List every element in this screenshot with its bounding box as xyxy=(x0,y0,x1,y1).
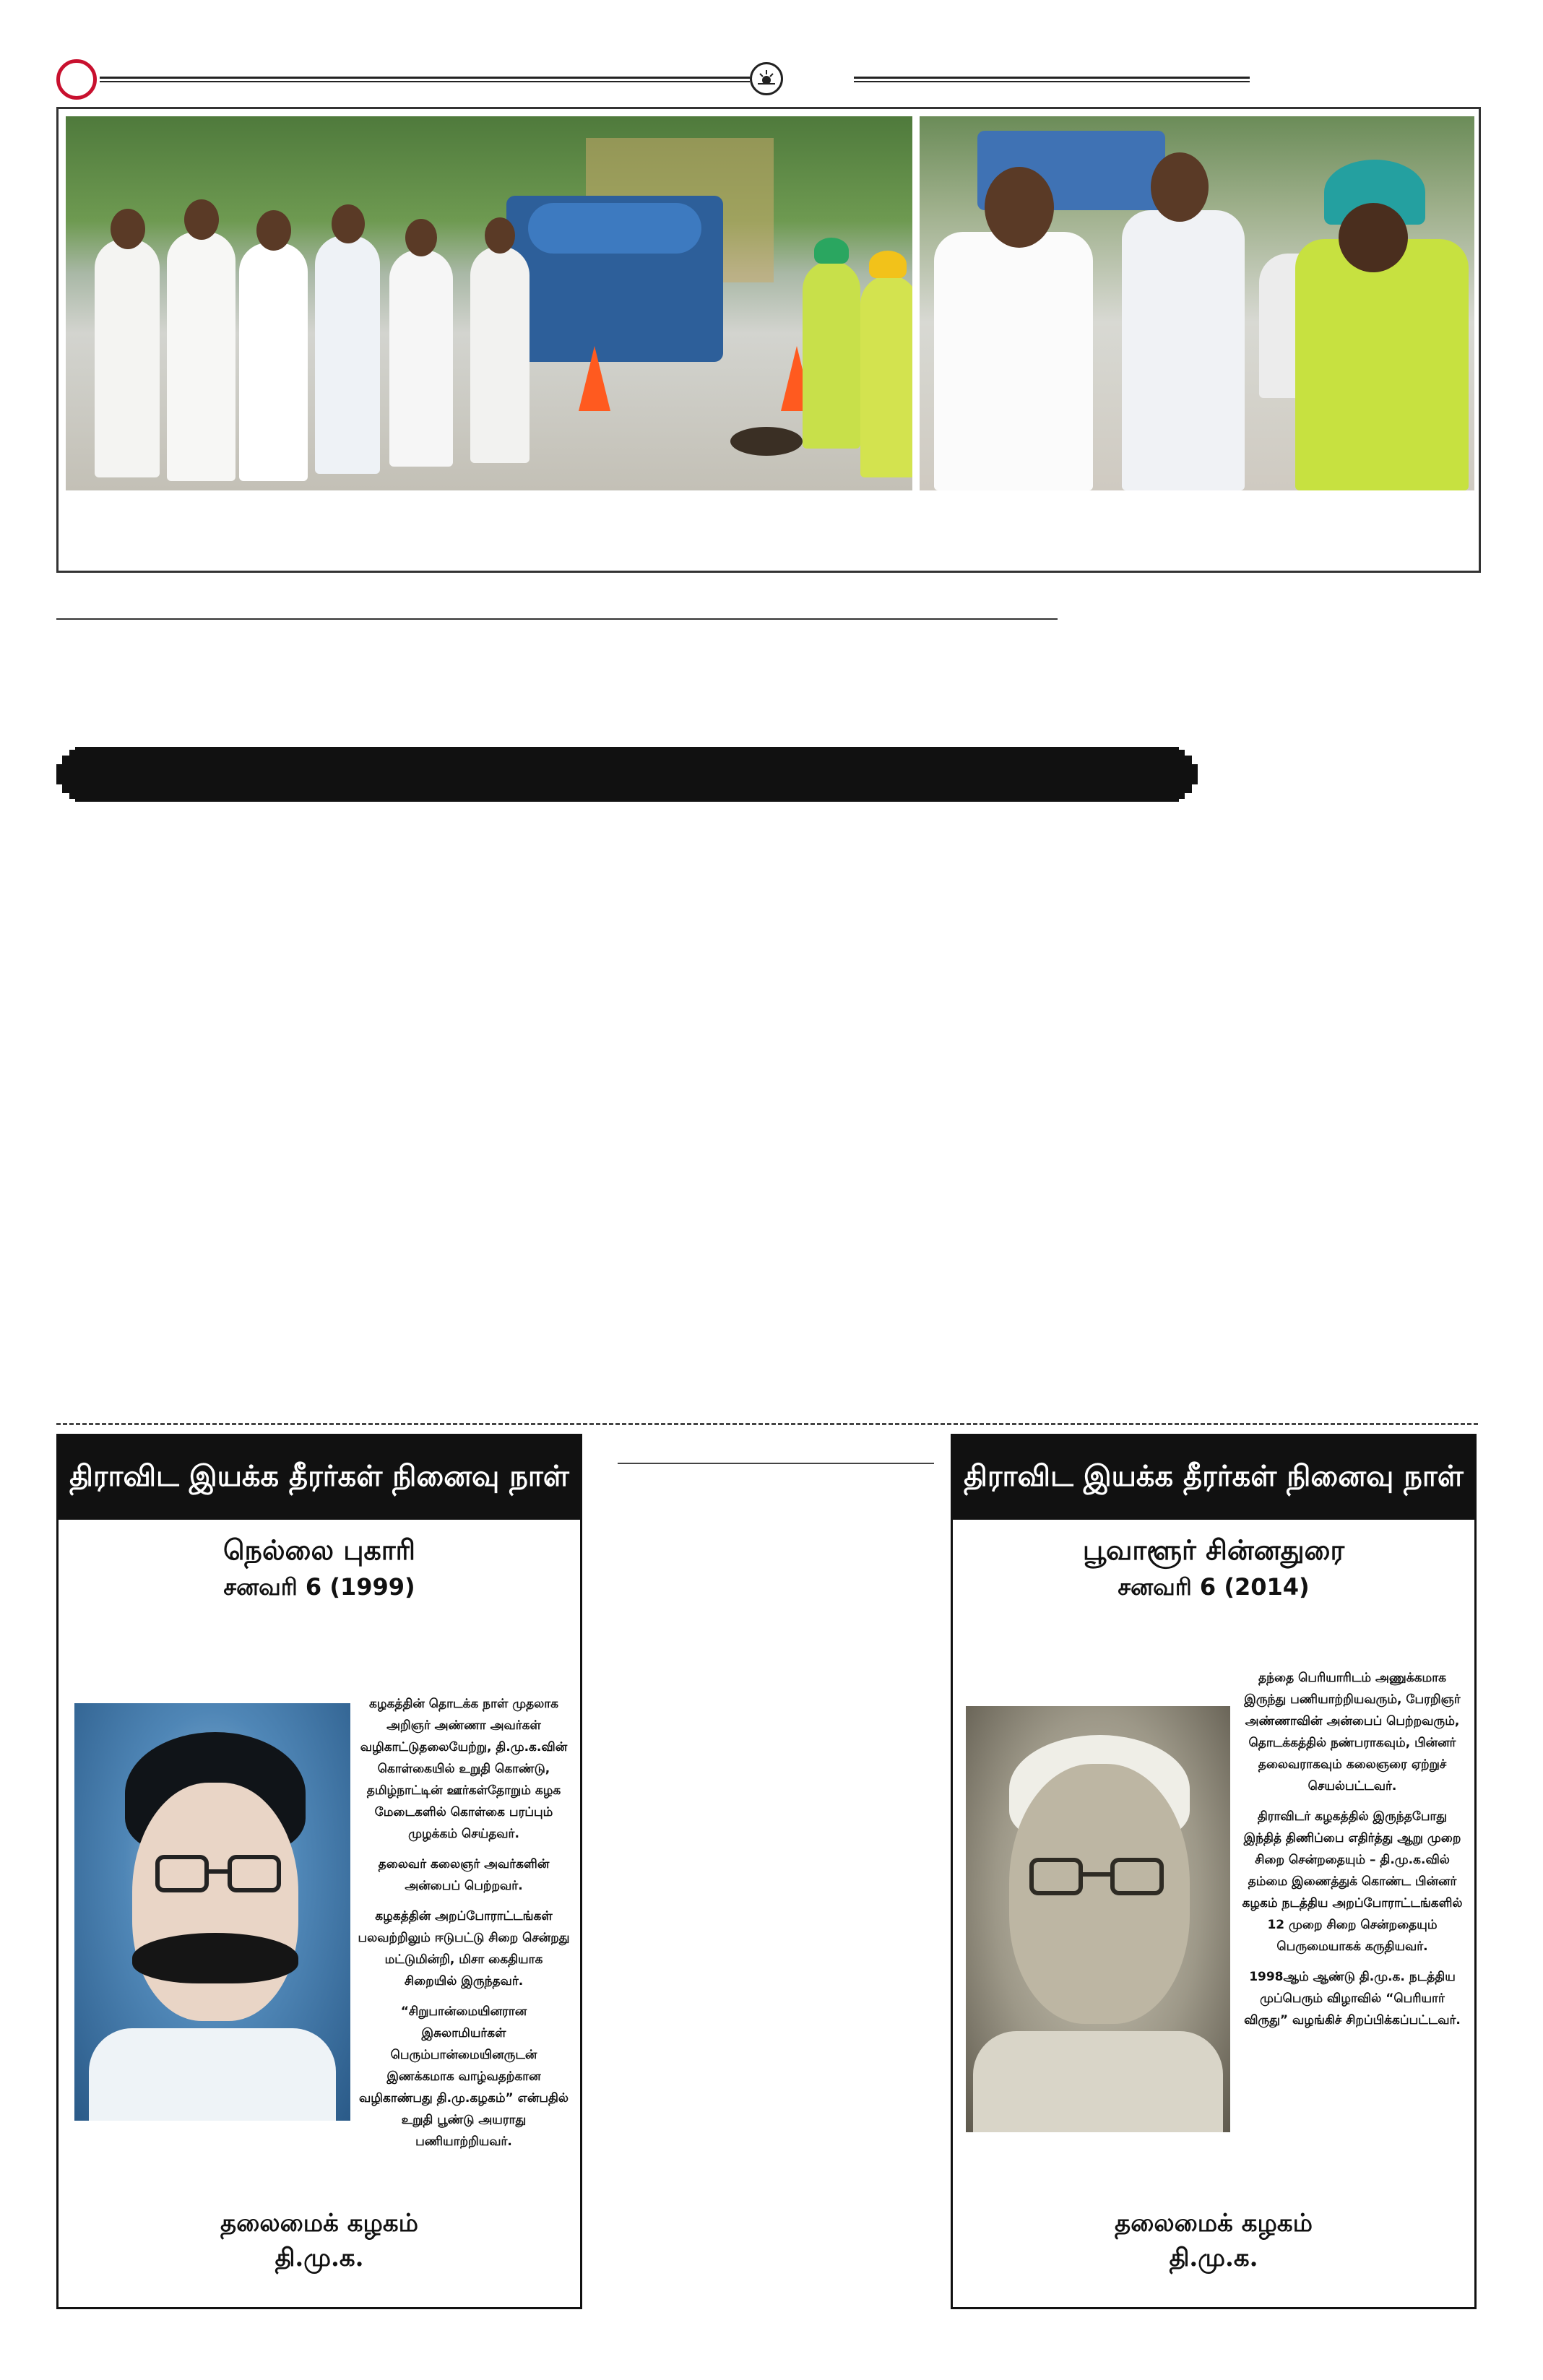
person-head xyxy=(485,217,515,254)
memorial-notice-left xyxy=(56,1434,582,2309)
banner-ornament xyxy=(56,764,62,784)
dashed-separator xyxy=(56,1423,1478,1425)
header-rule-right xyxy=(854,77,1250,82)
manhole xyxy=(730,427,803,456)
portrait-shirt xyxy=(89,2028,336,2121)
person-head xyxy=(184,199,219,240)
portrait-glasses xyxy=(1110,1858,1164,1895)
header-rule-left xyxy=(100,77,750,82)
memorial-bio-paragraph: கழகத்தின் அறப்போராட்டங்கள் பலவற்றிலும் ஈடுபட்டு சிறை சென்றது மட்டுமின்றி, மிசா கைதியாக சிறையில் இருந்தவர். xyxy=(358,1909,570,1989)
logo-icon xyxy=(56,59,97,100)
memorial-bio-paragraph: திராவிடர் கழகத்தில் இருந்தபோது இந்தித் திணிப்பை எதிர்த்து ஆறு முறை சிறை சென்றதையும் – தி.மு.க.வில் தம்மை இணைத்துக் கொண்ட பின்னர் கழகம் நடத்திய அறப்போராட்டங்களில் 12 முறை சிறை சென்றதையும் பெருமையாகக் கருதியவர். xyxy=(1242,1809,1463,1954)
banner-ornament xyxy=(1185,756,1192,793)
worker-vest xyxy=(860,275,912,477)
worker-vest xyxy=(1295,239,1469,490)
inspection-photo-right xyxy=(920,116,1474,490)
memorial-bio xyxy=(358,1693,570,2161)
memorial-name: நெல்லை புகாரி xyxy=(222,1534,416,1566)
traffic-cone xyxy=(579,346,610,411)
worker-head xyxy=(1339,203,1408,272)
person-head xyxy=(985,167,1054,248)
section-rule xyxy=(56,618,1058,620)
memorial-footer-org: தலைமைக் கழகம் xyxy=(220,2209,418,2238)
person xyxy=(95,239,160,477)
person xyxy=(470,246,530,463)
memorial-date: சனவரி 6 (1999) xyxy=(223,1573,415,1601)
memorial-bio-paragraph: “சிறுபான்மையினரான இசுலாமியர்கள் பெரும்பான்மையினருடன் இணக்கமாக வாழ்வதற்கான வழிகாண்பது தி.மு.கழகம்” என்பதில் உறுதி பூண்டு அயராது பணியாற்றியவர். xyxy=(358,2004,569,2149)
banner-ornament xyxy=(1177,750,1185,799)
worker-helmet xyxy=(814,238,849,264)
portrait-mustache xyxy=(132,1933,298,1983)
black-banner xyxy=(56,745,1198,803)
portrait-glasses-bridge xyxy=(1083,1872,1110,1877)
memorial-heading: திராவிட இயக்க தீரர்கள் நினைவு நாள் xyxy=(953,1436,1474,1520)
person xyxy=(389,250,453,467)
portrait-photo xyxy=(966,1706,1230,2132)
person-head xyxy=(405,219,437,256)
portrait-photo xyxy=(74,1703,350,2121)
sun-emblem-icon xyxy=(756,68,777,90)
portrait-glasses-bridge xyxy=(209,1869,228,1874)
portrait-glasses xyxy=(155,1855,209,1892)
leader-white-shirt xyxy=(934,232,1093,490)
portrait-shirt xyxy=(973,2031,1223,2132)
person-head xyxy=(111,209,145,249)
memorial-date: சனவரி 6 (2014) xyxy=(1118,1573,1310,1601)
masthead xyxy=(56,59,1255,103)
banner-ornament xyxy=(62,756,69,793)
memorial-bio-paragraph: தந்தை பெரியாரிடம் அணுக்கமாக இருந்து பணியாற்றியவரும், பேரறிஞர் அண்ணாவின் அன்பைப் பெற்றவரும், தொடக்கத்தில் நண்பராகவும், பின்னர் தலைவராகவும் கலைஞரை ஏற்றுச் செயல்பட்டவர். xyxy=(1244,1671,1461,1793)
memorial-footer-party: தி.மு.க. xyxy=(275,2243,364,2272)
portrait-face xyxy=(132,1783,298,2021)
person xyxy=(167,232,235,481)
person-head xyxy=(256,210,291,251)
memorial-bio xyxy=(1239,1667,1466,2040)
memorial-bio-paragraph: 1998ஆம் ஆண்டு தி.மு.க. நடத்திய முப்பெரும் விழாவில் “பெரியார் விருது” வழங்கிச் சிறப்பிக்கப்பட்டவர். xyxy=(1244,1970,1461,2028)
thin-rule xyxy=(618,1463,934,1464)
banner-bar xyxy=(75,747,1179,802)
banner-ornament xyxy=(1192,764,1198,784)
memorial-name: பூவாளூர் சின்னதுரை xyxy=(1082,1534,1345,1566)
portrait-glasses xyxy=(1029,1858,1083,1895)
memorial-heading: திராவிட இயக்க தீரர்கள் நினைவு நாள் xyxy=(59,1436,580,1520)
person xyxy=(315,235,380,474)
official-white-shirt xyxy=(1122,210,1245,490)
truck-tank xyxy=(528,203,701,254)
memorial-bio-paragraph: கழகத்தின் தொடக்க நாள் முதலாக அறிஞர் அண்ணா அவர்கள் வழிகாட்டுதலையேற்று, தி.மு.க.வின் கொள்கையில் உறுதி கொண்டு, தமிழ்நாட்டின் ஊர்கள்தோறும் கழக மேடைகளில் கொள்கை பரப்பும் முழக்கம் செய்தவர். xyxy=(360,1697,568,1841)
person-head xyxy=(1151,152,1209,222)
inspection-photo-left xyxy=(66,116,912,490)
memorial-bio-paragraph: தலைவர் கலைஞர் அவர்களின் அன்பைப் பெற்றவர். xyxy=(378,1857,550,1893)
person-head xyxy=(332,204,365,243)
worker-vest xyxy=(803,261,860,449)
memorial-footer-party: தி.மு.க. xyxy=(1169,2243,1258,2272)
memorial-notice-right xyxy=(951,1434,1477,2309)
portrait-glasses xyxy=(228,1855,281,1892)
emblem-icon xyxy=(750,62,783,95)
memorial-footer-org: தலைமைக் கழகம் xyxy=(1115,2209,1313,2238)
worker-helmet xyxy=(869,251,907,278)
photo-box xyxy=(56,107,1481,573)
person xyxy=(239,243,308,481)
